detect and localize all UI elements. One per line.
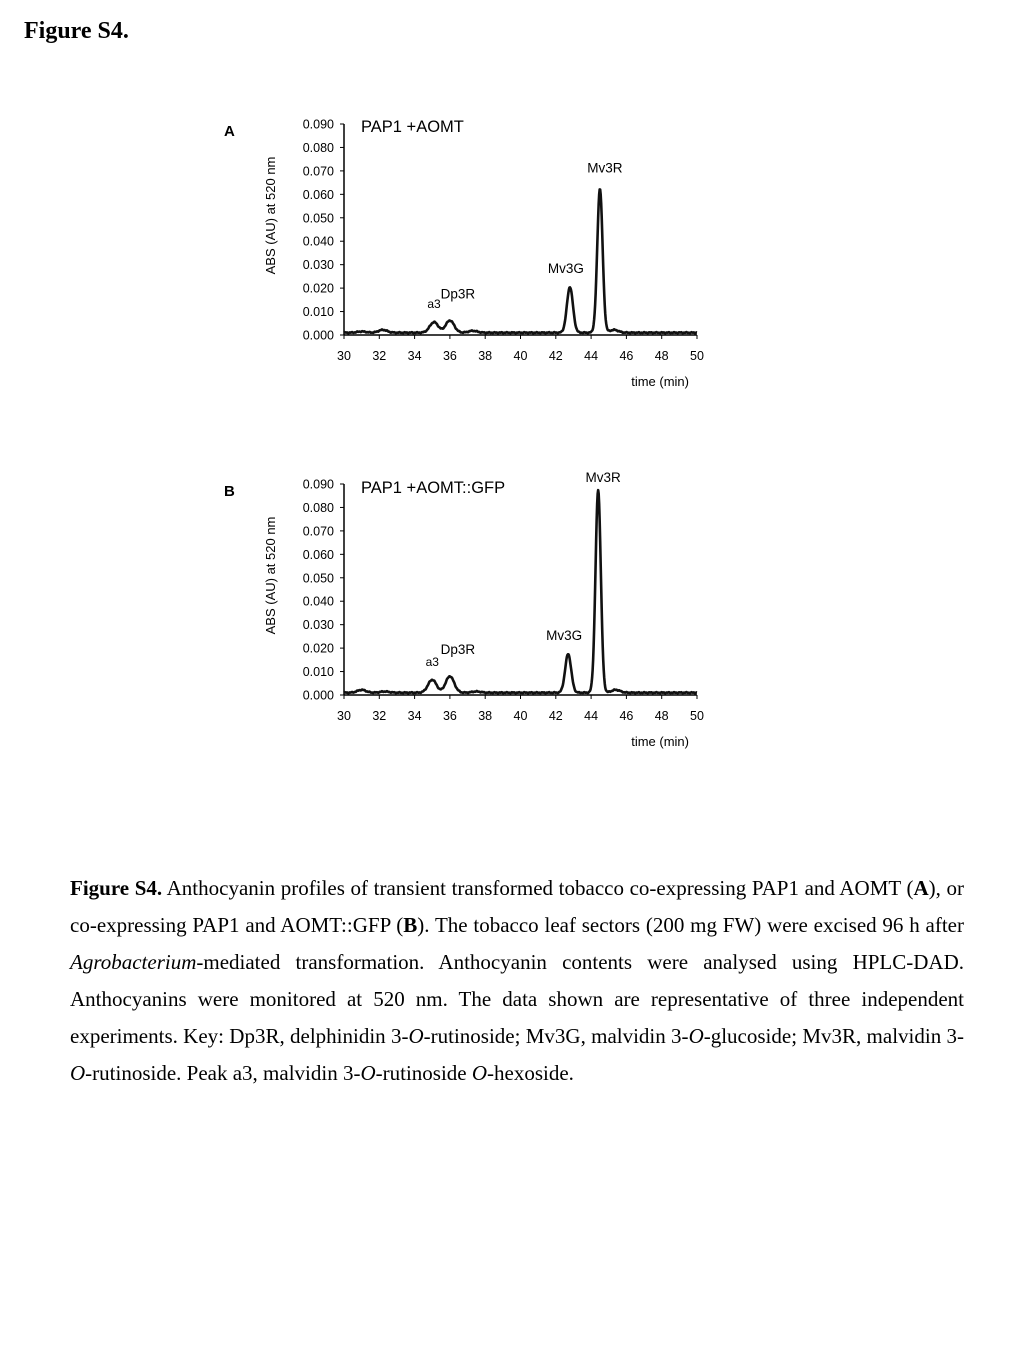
chromatogram-trace-a [344,189,697,333]
panel-letter-b: B [224,483,235,500]
x-tick-label-b: 36 [442,709,457,723]
caption-text-8: -rutinoside [375,1061,472,1085]
chromatogram-b-svg [210,468,730,768]
x-tick-label-a: 46 [619,349,634,363]
caption-text-6: -glucoside; Mv3R, malvidin 3- [703,1024,964,1048]
chromatogram-panel-a [210,108,730,408]
peak-label-a: Mv3R [587,160,623,176]
y-tick-label-a: 0.030 [302,258,334,273]
caption-lead: Figure S4. [70,876,163,900]
x-tick-label-a: 32 [372,349,387,363]
panel-letter-a: A [224,123,235,140]
x-tick-label-a: 30 [337,349,351,363]
inset-title-a: PAP1 +AOMT [361,118,464,136]
x-tick-label-a: 34 [407,349,422,363]
y-tick-label-a: 0.070 [302,164,334,179]
peak-label-a: Mv3G [547,260,584,276]
y-axis-label-b: ABS (AU) at 520 nm [263,516,278,635]
y-tick-label-a: 0.010 [302,305,334,320]
peak-label-b: Dp3R [440,642,476,658]
caption-italic-o-3: O [70,1061,86,1085]
y-tick-label-a: 0.000 [302,328,334,343]
caption-italic-o-5: O [471,1061,488,1085]
inset-title-b: PAP1 +AOMT::GFP [361,479,506,497]
x-axis-label-b: time (min) [631,734,689,749]
y-axis-label-a: ABS (AU) at 520 nm [263,156,278,275]
figure-heading: Figure S4. [24,18,129,44]
caption-text-3: ). The tobacco leaf sectors (200 mg FW) were excised 96 h after [417,913,964,937]
x-tick-label-a: 42 [548,349,563,363]
y-tick-label-a: 0.090 [302,117,334,132]
y-tick-label-a: 0.040 [302,234,334,249]
caption-text-4: -mediated transformation. Anthocyanin contents were analysed using HPLC-DAD. Anthocyanins were monitored at 520 nm. The data shown are representative of three independent experiments. Key: Dp3R, delphinidin 3- [70,950,964,1048]
x-tick-label-b: 32 [372,709,387,723]
caption-italic-agrobacterium: Agrobacterium [70,950,197,974]
y-tick-label-b: 0.010 [302,665,334,680]
x-tick-label-b: 50 [690,709,704,723]
y-tick-label-b: 0.050 [302,571,334,586]
caption-bold-b: B [403,913,418,937]
x-tick-label-b: 40 [513,709,528,723]
chromatogram-panel-b [210,468,730,768]
x-axis-label-a: time (min) [631,374,689,389]
y-tick-label-b: 0.060 [302,547,334,562]
chromatogram-trace-b [344,490,697,693]
peak-label-b: Mv3G [546,627,583,643]
y-tick-label-b: 0.090 [302,477,334,492]
peak-label-b: a3 [425,654,439,669]
caption-text-2: ), or co-expressing PAP1 and AOMT::GFP ( [70,876,964,937]
caption-text-1: Anthocyanin profiles of transient transformed tobacco co-expressing PAP1 and AOMT ( [162,876,914,900]
x-tick-label-b: 38 [478,709,493,723]
y-tick-label-b: 0.040 [302,594,334,609]
x-tick-label-a: 36 [442,349,457,363]
y-tick-label-b: 0.000 [302,688,334,703]
y-tick-label-b: 0.030 [302,618,334,633]
chromatogram-a-svg [210,108,730,408]
x-tick-label-b: 46 [619,709,634,723]
caption-italic-o-1: O [408,1024,424,1048]
y-tick-label-a: 0.050 [302,211,334,226]
y-tick-label-b: 0.070 [302,524,334,539]
caption-text-7: -rutinoside. Peak a3, malvidin 3- [85,1061,361,1085]
y-tick-label-a: 0.020 [302,281,334,296]
x-tick-label-a: 38 [478,349,493,363]
x-tick-label-a: 50 [690,349,704,363]
y-tick-label-b: 0.020 [302,641,334,656]
y-tick-label-a: 0.060 [302,187,334,202]
y-tick-label-b: 0.080 [302,500,334,515]
caption-bold-a: A [913,876,929,900]
caption-italic-o-2: O [688,1024,704,1048]
caption-text-5: -rutinoside; Mv3G, malvidin 3- [423,1024,689,1048]
y-tick-label-a: 0.080 [302,140,334,155]
peak-label-a: a3 [427,297,441,312]
x-tick-label-a: 48 [654,349,669,363]
caption-text-9: -hexoside. [487,1061,574,1085]
figure-caption [70,870,964,1092]
peak-label-a: Dp3R [440,286,476,302]
caption-italic-o-4: O [360,1061,376,1085]
x-tick-label-a: 44 [584,349,599,363]
x-tick-label-a: 40 [513,349,528,363]
x-tick-label-b: 44 [584,709,599,723]
x-tick-label-b: 34 [407,709,422,723]
x-tick-label-b: 42 [548,709,563,723]
peak-label-b: Mv3R [585,470,621,485]
x-tick-label-b: 48 [654,709,669,723]
x-tick-label-b: 30 [337,709,351,723]
